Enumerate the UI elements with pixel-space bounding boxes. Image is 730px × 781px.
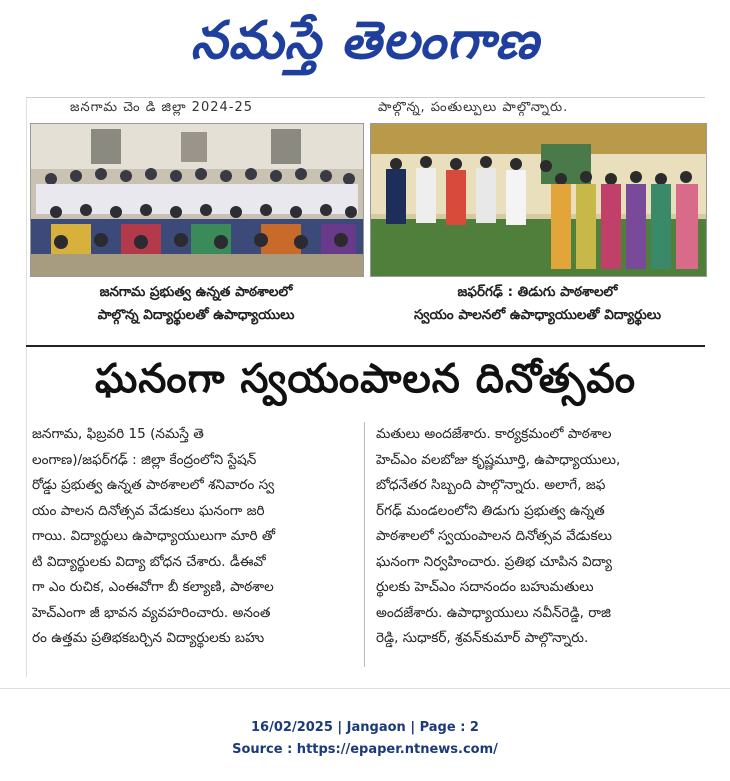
article-line: హెచ్‌ఎం వలబోజు కృష్ణమూర్తి, ఉపాధ్యాయులు, <box>376 451 621 468</box>
article-line: మతులు అందజేశారు. కార్యక్రమంలో పాఠశాల <box>376 426 612 442</box>
footer-dateline: 16/02/2025 | Jangaon | Page : 2 <box>251 720 479 735</box>
article-line: బోధనేతర సిబ్బంది పాల్గొన్నారు. అలాగే, జఫ <box>376 477 606 493</box>
photo-caption-right <box>370 281 705 327</box>
article-headline: ఘనంగా స్వయంపాలన దినోత్సవం <box>26 345 705 420</box>
article-line: టి విద్యార్థులకు విద్యా బోధన చేశారు. డీఈవో <box>32 553 266 570</box>
article-line: ర్థులకు హెచ్‌ఎం సదానందం బహుమతులు <box>376 579 594 595</box>
cut-text-left: జనగామ చెం డి జిల్లా 2024-25 <box>70 100 254 115</box>
article-line: యం పాలన దినోత్సవ వేడుకలు ఘనంగా జరి <box>32 502 265 519</box>
group-photo-image <box>31 124 363 276</box>
article-column-left <box>32 422 357 652</box>
article-line: ర్‌గఢ్ మండలంలోని తిడుగు ప్రభుత్వ ఉన్నత <box>376 502 605 519</box>
masthead-title: నమస్తే తెలంగాణ <box>190 11 540 71</box>
caption-line: జనగామ ప్రభుత్వ ఉన్నత పాఠశాలలో <box>99 284 293 300</box>
article-line: హెచ్‌ఎంగా జీ భావన వ్యవహరించారు. అనంత <box>32 604 271 621</box>
article-line: లంగాణ)/జఫర్‌గఢ్ : జిల్లా కేంద్రంలోని స్టేషన్ <box>32 451 257 468</box>
cut-text-right: పాల్గొన్న, పంతుల్పులు పాల్గొన్నారు. <box>378 100 569 115</box>
column-divider <box>364 422 365 667</box>
article-line: గా ఎం రుచిక, ఎంఈవోగా బీ కల్యాణి, పాఠశాల <box>32 579 274 595</box>
article-line: గాయి. విద్యార్థులు ఉపాధ్యాయులుగా మారి తో <box>32 528 276 544</box>
photo-thidugu-school <box>370 123 707 277</box>
masthead <box>0 0 730 95</box>
caption-line: పాల్గొన్న విద్యార్థులతో ఉపాధ్యాయులు <box>97 307 295 323</box>
footer-divider <box>0 688 730 689</box>
article-line: జనగామ, ఫిబ్రవరి 15 (నమస్తే తె <box>32 426 204 442</box>
article-line: ఘనంగా నిర్వహించారు. ప్రతిభ చూపిన విద్యా <box>376 553 613 570</box>
article-line: రెడ్డి, సుధాకర్, శ్రవన్‌కుమార్ పాల్గొన్నారు. <box>376 630 589 646</box>
article-line: రోడ్డు ప్రభుత్వ ఉన్నత పాఠశాలలో శనివారం స్వ <box>32 477 275 493</box>
article-line: పాఠశాలలో స్వయంపాలన దినోత్సవ వేడుకలు <box>376 528 612 544</box>
caption-line: స్వయం పాలనలో ఉపాధ్యాయులతో విద్యార్థులు <box>413 307 662 323</box>
caption-line: జఫర్‌గఢ్ : తిడుగు పాఠశాలలో <box>457 284 618 300</box>
article-column-right <box>376 422 701 652</box>
article-line: అందజేశారు. ఉపాధ్యాయులు నవీన్‌రెడ్డి, రాజి <box>376 604 611 621</box>
photo-jangaon-school <box>30 123 364 277</box>
group-photo-image <box>371 124 706 276</box>
footer-source: Source : https://epaper.ntnews.com/ <box>232 742 498 757</box>
article-line: రం ఉత్తమ ప్రతిభకబర్చిన విద్యార్థులకు బహు <box>32 630 265 646</box>
photo-caption-left <box>30 281 362 327</box>
